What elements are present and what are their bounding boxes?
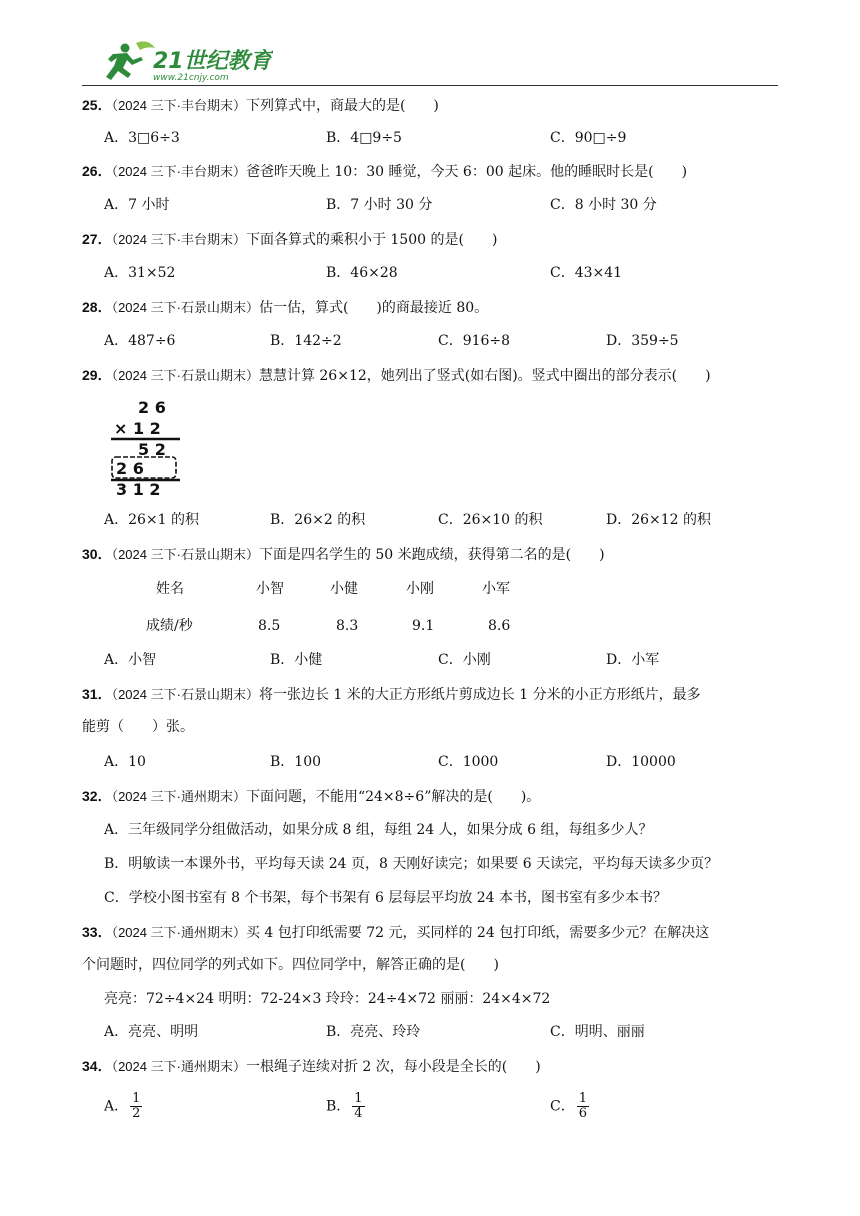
logo-text: 21世纪教育 bbox=[153, 49, 272, 74]
logo bbox=[103, 40, 273, 85]
fraction bbox=[352, 1092, 364, 1121]
option-a[interactable]: A．亮亮、明明 bbox=[104, 1024, 199, 1040]
question-source: （2024 三下·通州期末） bbox=[111, 789, 246, 804]
question-stem: 下面各算式的乘积小于 1500 的是( ) bbox=[245, 232, 498, 248]
calc-row-partial-2: 2 6 bbox=[116, 459, 144, 478]
option-a[interactable]: A．31×52 bbox=[104, 265, 176, 281]
question-number: 32． bbox=[82, 788, 112, 804]
question-source: （2024 三下·通州期末） bbox=[111, 1059, 246, 1074]
question-source: （2024 三下·丰台期末） bbox=[111, 232, 246, 247]
fraction-numerator: 1 bbox=[578, 1091, 587, 1106]
option-c[interactable]: C．26×10 的积 bbox=[438, 512, 543, 528]
header-rule bbox=[82, 85, 778, 86]
option-c[interactable]: C．8 小时 30 分 bbox=[550, 197, 657, 213]
table-cell: 8.5 bbox=[258, 618, 281, 634]
option-d[interactable]: D．359÷5 bbox=[606, 333, 679, 349]
option-label: A． bbox=[104, 1098, 129, 1115]
question-32 bbox=[82, 786, 782, 807]
question-number: 30． bbox=[82, 546, 112, 562]
question-30 bbox=[82, 544, 782, 565]
question-source: （2024 三下·石景山期末） bbox=[111, 547, 259, 562]
question-source: （2024 三下·石景山期末） bbox=[111, 687, 259, 702]
option-c[interactable]: C．学校小图书室有 8 个书架，每个书架有 6 层每层平均放 24 本书，图书室有多少本书？ bbox=[104, 890, 668, 906]
question-number: 29． bbox=[82, 367, 112, 383]
option-b[interactable] bbox=[326, 1092, 365, 1121]
option-d[interactable]: D．10000 bbox=[606, 754, 676, 770]
option-c[interactable]: C．小刚 bbox=[438, 652, 491, 668]
calc-row-partial-1: 5 2 bbox=[138, 440, 166, 459]
fraction-denominator: 6 bbox=[578, 1106, 587, 1121]
option-c[interactable]: C．1000 bbox=[438, 754, 499, 770]
option-a[interactable]: A．487÷6 bbox=[104, 333, 176, 349]
question-33 bbox=[82, 922, 782, 943]
option-b[interactable]: B．小健 bbox=[270, 652, 323, 668]
calc-row-multiplicand: 2 6 bbox=[138, 398, 166, 417]
question-stem: 将一张边长 1 米的大正方形纸片剪成边长 1 分米的小正方形纸片，最多 bbox=[258, 687, 701, 703]
question-stem: 下列算式中，商最大的是( ) bbox=[245, 98, 439, 114]
table-header-cell: 姓名 bbox=[156, 581, 184, 597]
option-c[interactable]: C．916÷8 bbox=[438, 333, 511, 349]
question-source: （2024 三下·石景山期末） bbox=[111, 300, 259, 315]
question-stem: 买 4 包打印纸需要 72 元，买同样的 24 包打印纸，需要多少元？在解决这 bbox=[245, 925, 710, 941]
question-number: 25． bbox=[82, 97, 112, 113]
option-c[interactable]: C．43×41 bbox=[550, 265, 623, 281]
option-a[interactable]: A．3□6÷3 bbox=[104, 130, 180, 146]
option-a[interactable]: A．10 bbox=[104, 754, 146, 770]
logo-subtext: www.21cnjy.com bbox=[153, 73, 229, 83]
option-b[interactable]: B．26×2 的积 bbox=[270, 512, 366, 528]
question-stem: 下面问题，不能用“24×8÷6”解决的是( )。 bbox=[245, 789, 541, 805]
fraction-numerator: 1 bbox=[132, 1091, 141, 1106]
question-34 bbox=[82, 1056, 782, 1077]
question-number: 26． bbox=[82, 163, 112, 179]
question-29 bbox=[82, 365, 782, 386]
question-source: （2024 三下·丰台期末） bbox=[111, 164, 246, 179]
question-source: （2024 三下·通州期末） bbox=[111, 925, 246, 940]
table-cell: 成绩/秒 bbox=[146, 618, 193, 634]
option-d[interactable]: D．小军 bbox=[606, 652, 660, 668]
table-cell: 8.6 bbox=[488, 618, 511, 634]
question-number: 31． bbox=[82, 686, 112, 702]
question-number: 33． bbox=[82, 924, 112, 940]
option-d[interactable]: D．26×12 的积 bbox=[606, 512, 712, 528]
calc-row-product: 3 1 2 bbox=[116, 480, 161, 498]
calc-row-multiplier: × 1 2 bbox=[114, 419, 161, 438]
option-b[interactable]: B．明敏读一本课外书，平均每天读 24 页，8 天刚好读完；如果要 6 天读完，平均每天读多少页？ bbox=[104, 856, 719, 872]
fraction-denominator: 4 bbox=[354, 1106, 363, 1121]
fraction-denominator: 2 bbox=[132, 1106, 141, 1121]
table-header-cell: 小智 bbox=[256, 581, 284, 597]
table-header-cell: 小健 bbox=[330, 581, 358, 597]
question-stem: 下面是四名学生的 50 米跑成绩，获得第二名的是( ) bbox=[258, 547, 605, 563]
question-stem: 爸爸昨天晚上 10：30 睡觉，今天 6：00 起床。他的睡眠时长是( ) bbox=[245, 164, 688, 180]
option-b[interactable]: B．142÷2 bbox=[270, 333, 342, 349]
fraction bbox=[130, 1092, 142, 1121]
option-c[interactable]: C．明明、丽丽 bbox=[550, 1024, 645, 1040]
runner-icon bbox=[106, 41, 155, 80]
vertical-multiplication-figure bbox=[108, 396, 188, 498]
question-source: （2024 三下·石景山期末） bbox=[111, 368, 259, 383]
option-label: C． bbox=[550, 1098, 575, 1115]
option-a[interactable] bbox=[104, 1092, 142, 1121]
option-b[interactable]: B．100 bbox=[270, 754, 322, 770]
fraction bbox=[577, 1092, 589, 1121]
option-c[interactable]: C．90□÷9 bbox=[550, 130, 627, 146]
option-a[interactable]: A．三年级同学分组做活动，如果分成 8 组，每组 24 人，如果分成 6 组，每组多少人？ bbox=[104, 822, 653, 838]
question-26 bbox=[82, 161, 782, 182]
question-stem: 慧慧计算 26×12，她列出了竖式(如右图)。竖式中圈出的部分表示( ) bbox=[258, 368, 711, 384]
option-a[interactable]: A．26×1 的积 bbox=[104, 512, 200, 528]
question-31 bbox=[82, 684, 782, 705]
fraction-numerator: 1 bbox=[354, 1091, 363, 1106]
page-header bbox=[0, 0, 860, 90]
option-b[interactable]: B．7 小时 30 分 bbox=[326, 197, 433, 213]
question-27 bbox=[82, 229, 782, 250]
option-b[interactable]: B．亮亮、玲玲 bbox=[326, 1024, 421, 1040]
question-stem-continued: 能剪（ ）张。 bbox=[82, 719, 194, 735]
student-expressions: 亮亮：72÷4×24 明明：72-24×3 玲玲：24÷4×72 丽丽：24×4×72 bbox=[104, 991, 551, 1007]
option-a[interactable]: A．7 小时 bbox=[104, 197, 170, 213]
option-b[interactable]: B．46×28 bbox=[326, 265, 398, 281]
table-header-cell: 小刚 bbox=[406, 581, 434, 597]
table-cell: 8.3 bbox=[336, 618, 359, 634]
question-stem: 估一估，算式( )的商最接近 80。 bbox=[258, 300, 489, 316]
question-stem: 一根绳子连续对折 2 次，每小段是全长的( ) bbox=[245, 1059, 541, 1075]
table-cell: 9.1 bbox=[412, 618, 435, 634]
question-source: （2024 三下·丰台期末） bbox=[111, 98, 246, 113]
option-label: B． bbox=[326, 1098, 351, 1115]
question-number: 28． bbox=[82, 299, 112, 315]
question-number: 34． bbox=[82, 1058, 112, 1074]
question-28 bbox=[82, 297, 782, 318]
question-number: 27． bbox=[82, 231, 112, 247]
option-c[interactable] bbox=[550, 1092, 589, 1121]
option-a[interactable]: A．小智 bbox=[104, 652, 157, 668]
question-stem-continued: 个问题时，四位同学的列式如下。四位同学中，解答正确的是( ) bbox=[82, 957, 499, 973]
question-25 bbox=[82, 95, 782, 116]
table-header-cell: 小军 bbox=[482, 581, 510, 597]
option-b[interactable]: B．4□9÷5 bbox=[326, 130, 402, 146]
